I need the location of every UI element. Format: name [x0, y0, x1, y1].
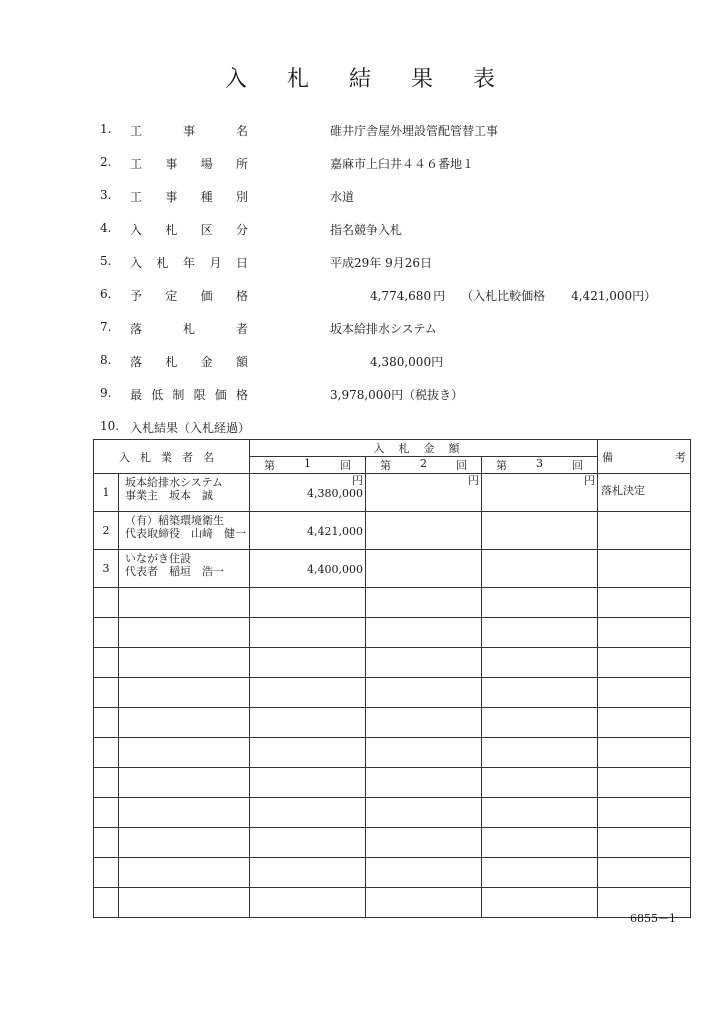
item-value: 指名競争入札	[330, 223, 403, 237]
page-footer-code: 6855－1	[630, 912, 676, 925]
header-remarks: 備 考	[598, 440, 691, 474]
info-item	[100, 188, 700, 221]
bidder-name: いながき住設 代表者 稲垣 浩一	[119, 550, 250, 588]
header-bidder-name: 入札業者名	[94, 440, 250, 474]
row-index: 3	[94, 550, 119, 588]
bid-amount-round-3: 円	[482, 474, 598, 512]
empty-table-row	[94, 738, 691, 768]
item-label: 入 札 区 分	[130, 223, 248, 237]
bid-amount-round-2: 円	[366, 474, 482, 512]
bidder-name: 坂本給排水システム 事業主 坂本 誠	[119, 474, 250, 512]
remark: 落札決定	[598, 474, 691, 512]
info-item	[100, 122, 700, 155]
item-number: 5.	[100, 254, 112, 268]
info-item	[100, 221, 700, 254]
empty-table-row	[94, 648, 691, 678]
empty-table-row	[94, 858, 691, 888]
page-title: 入札結果表	[224, 67, 535, 92]
item-value: 坂本給排水システム	[330, 322, 437, 336]
bid-amount-round-1: 円 4,380,000	[250, 474, 366, 512]
item-value: 水道	[330, 190, 355, 204]
bid-amount-round-2	[366, 512, 482, 550]
item-label: 入 札 年 月 日	[130, 256, 248, 270]
info-item	[100, 155, 700, 188]
item-label: 工 事 場 所	[130, 157, 248, 171]
item-value: 碓井庁舎屋外埋設管配管替工事	[330, 124, 499, 138]
empty-table-row	[94, 798, 691, 828]
bid-amount-round-2	[366, 550, 482, 588]
item-number: 3.	[100, 188, 112, 202]
empty-table-row	[94, 678, 691, 708]
header-bid-amount: 入札金額	[250, 440, 598, 457]
remark	[598, 550, 691, 588]
item-label: 落 札 金 額	[130, 355, 248, 369]
item-label: 工 事 種 別	[130, 190, 248, 204]
item-value: 4,380,000円	[370, 355, 444, 369]
empty-table-row	[94, 828, 691, 858]
row-index: 2	[94, 512, 119, 550]
item-value: 平成29年 9月26日	[330, 256, 432, 270]
empty-table-row	[94, 618, 691, 648]
header-round-3: 第 3 回	[482, 457, 598, 474]
item-label: 工 事 名	[130, 124, 248, 138]
item-label: 最 低 制 限 価 格	[130, 388, 248, 402]
bid-results-table	[93, 439, 690, 901]
info-item	[100, 254, 700, 287]
item-label: 予 定 価 格	[130, 289, 248, 303]
row-index: 1	[94, 474, 119, 512]
item-label: 入札結果（入札経過）	[130, 421, 251, 435]
info-item	[100, 320, 700, 353]
item-label: 落 札 者	[130, 322, 248, 336]
item-number: 7.	[100, 320, 112, 334]
remark	[598, 512, 691, 550]
item-value: 4,774,680 円 （入札比較価格 4,421,000円）	[370, 289, 657, 303]
bid-amount-round-1: 4,421,000	[250, 512, 366, 550]
item-number: 9.	[100, 386, 112, 400]
info-item	[100, 287, 700, 320]
bid-amount-round-3	[482, 512, 598, 550]
item-number: 6.	[100, 287, 112, 301]
info-item	[100, 353, 700, 386]
item-number: 2.	[100, 155, 112, 169]
header-round-2: 第 2 回	[366, 457, 482, 474]
item-number: 8.	[100, 353, 112, 367]
empty-table-row	[94, 588, 691, 618]
table-row	[94, 474, 691, 512]
bidder-name: （有）稲築環境衛生 代表取締役 山﨑 健一	[119, 512, 250, 550]
project-info-list	[100, 122, 700, 452]
empty-table-row	[94, 888, 691, 918]
table-row	[94, 512, 691, 550]
empty-table-row	[94, 768, 691, 798]
empty-table-row	[94, 708, 691, 738]
table-row	[94, 550, 691, 588]
info-item	[100, 386, 700, 419]
item-number: 4.	[100, 221, 112, 235]
item-value: 嘉麻市上臼井４４６番地１	[330, 157, 475, 171]
bid-amount-round-1: 4,400,000	[250, 550, 366, 588]
bid-amount-round-3	[482, 550, 598, 588]
item-value: 3,978,000円（税抜き）	[330, 388, 464, 402]
item-number: 10.	[100, 419, 120, 433]
item-number: 1.	[100, 122, 112, 136]
header-round-1: 第 1 回	[250, 457, 366, 474]
